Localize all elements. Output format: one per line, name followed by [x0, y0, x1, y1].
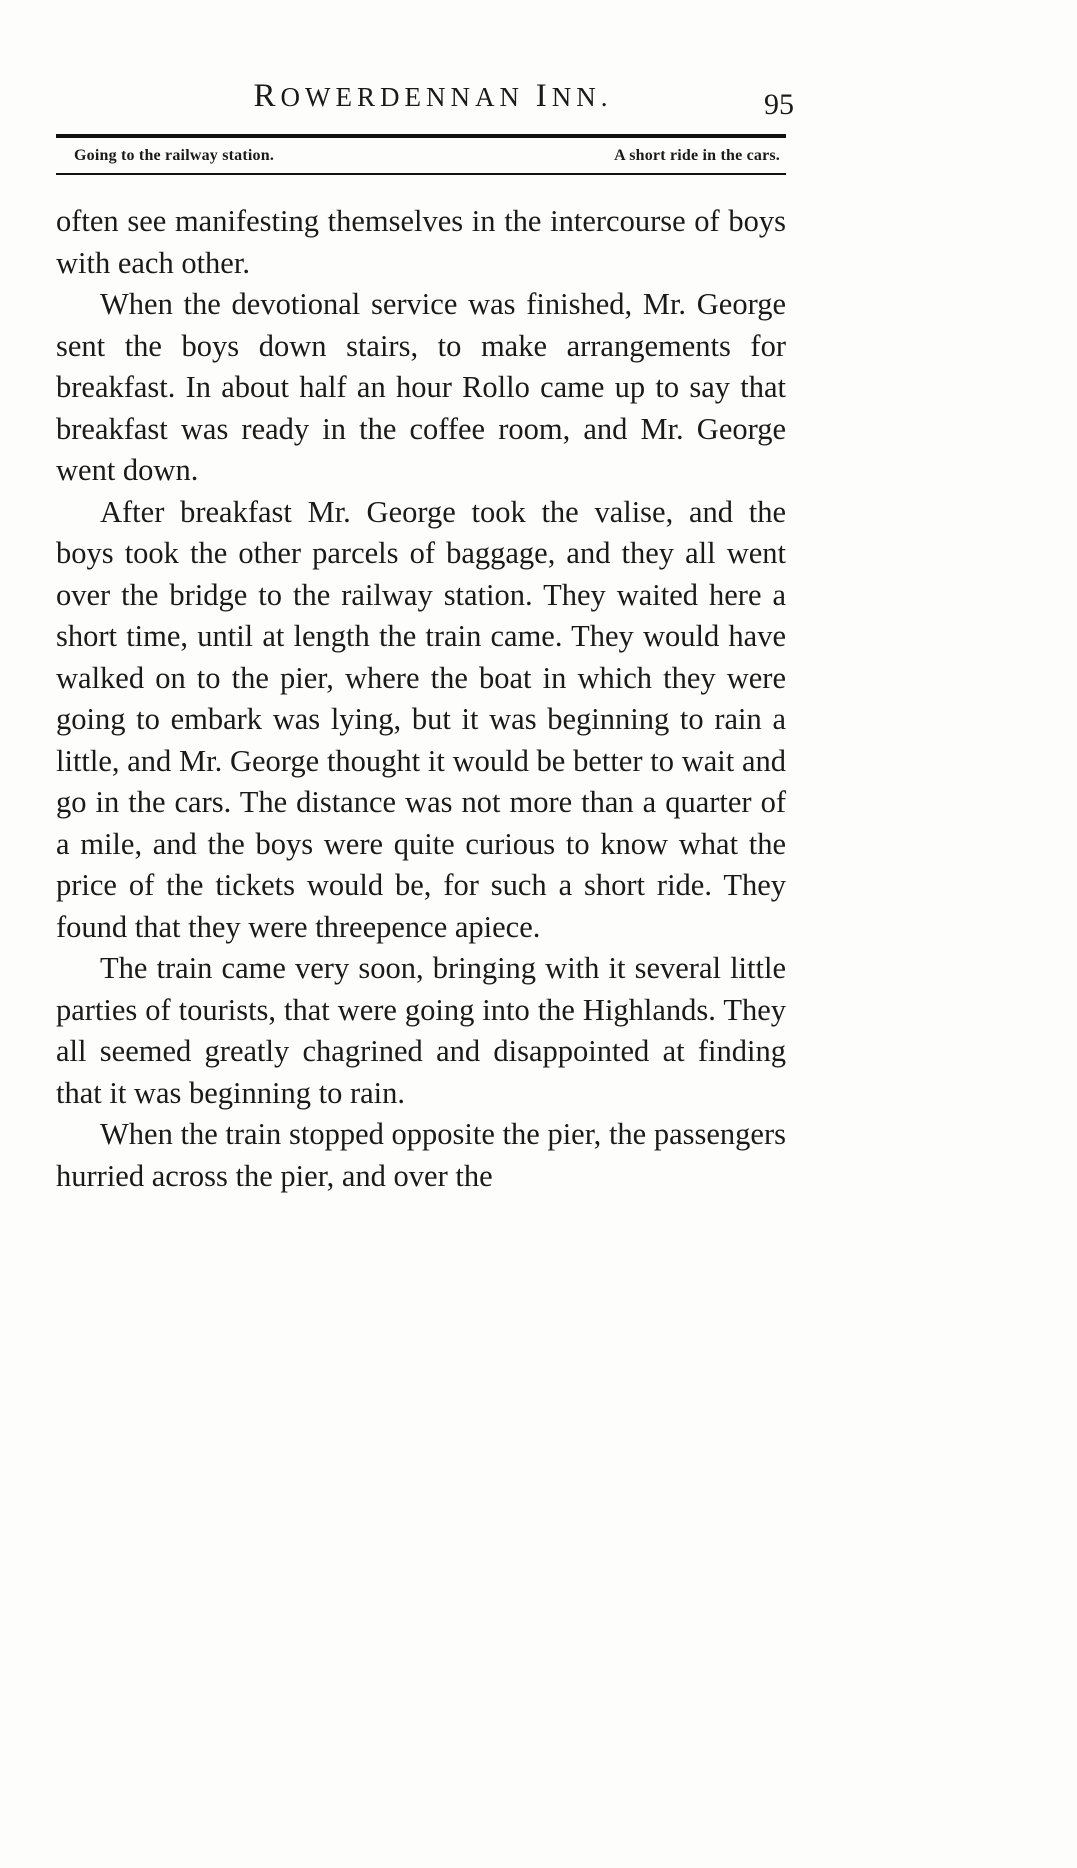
running-head-row [56, 78, 794, 124]
header-rule-thin [56, 173, 786, 175]
running-head-title: ROWERDENNAN INN. [253, 78, 613, 114]
body-text [56, 201, 786, 1197]
page-number: 95 [764, 88, 794, 121]
paragraph: often see manifesting themselves in the intercourse of boys with each other. [56, 204, 786, 280]
paragraph: The train came very soon, bringing with it several little parties of tourists, that were going into the Highlands. They all seemed greatly chagrined and disappointed at finding that it was beginning to rain. [56, 951, 786, 1110]
page-content [56, 78, 794, 1197]
sidenote-right: A short ride in the cars. [614, 147, 780, 164]
paragraph: When the train stopped opposite the pier, the passengers hurried across the pier, and over the [56, 1117, 786, 1193]
sidenote-left: Going to the railway station. [74, 147, 275, 164]
paragraph: When the devotional service was finished, Mr. George sent the boys down stairs, to make arrangements for breakfast. In about half an hour Rollo came up to say that breakfast was ready in the coffee room, and Mr. George went down. [56, 287, 786, 487]
paragraph: After breakfast Mr. George took the valise, and the boys took the other parcels of baggage, and they all went over the bridge to the railway station. They waited here a short time, until at length the train came. They would have walked on to the pier, where the boat in which they were going to embark was lying, but it was beginning to rain a little, and Mr. George thought it would be better to wait and go in the cars. The distance was not more than a quarter of a mile, and the boys were quite curious to know what the price of the tickets would be, for such a short ride. They found that they were threepence apiece. [56, 494, 786, 944]
sidenote-row [56, 138, 786, 173]
